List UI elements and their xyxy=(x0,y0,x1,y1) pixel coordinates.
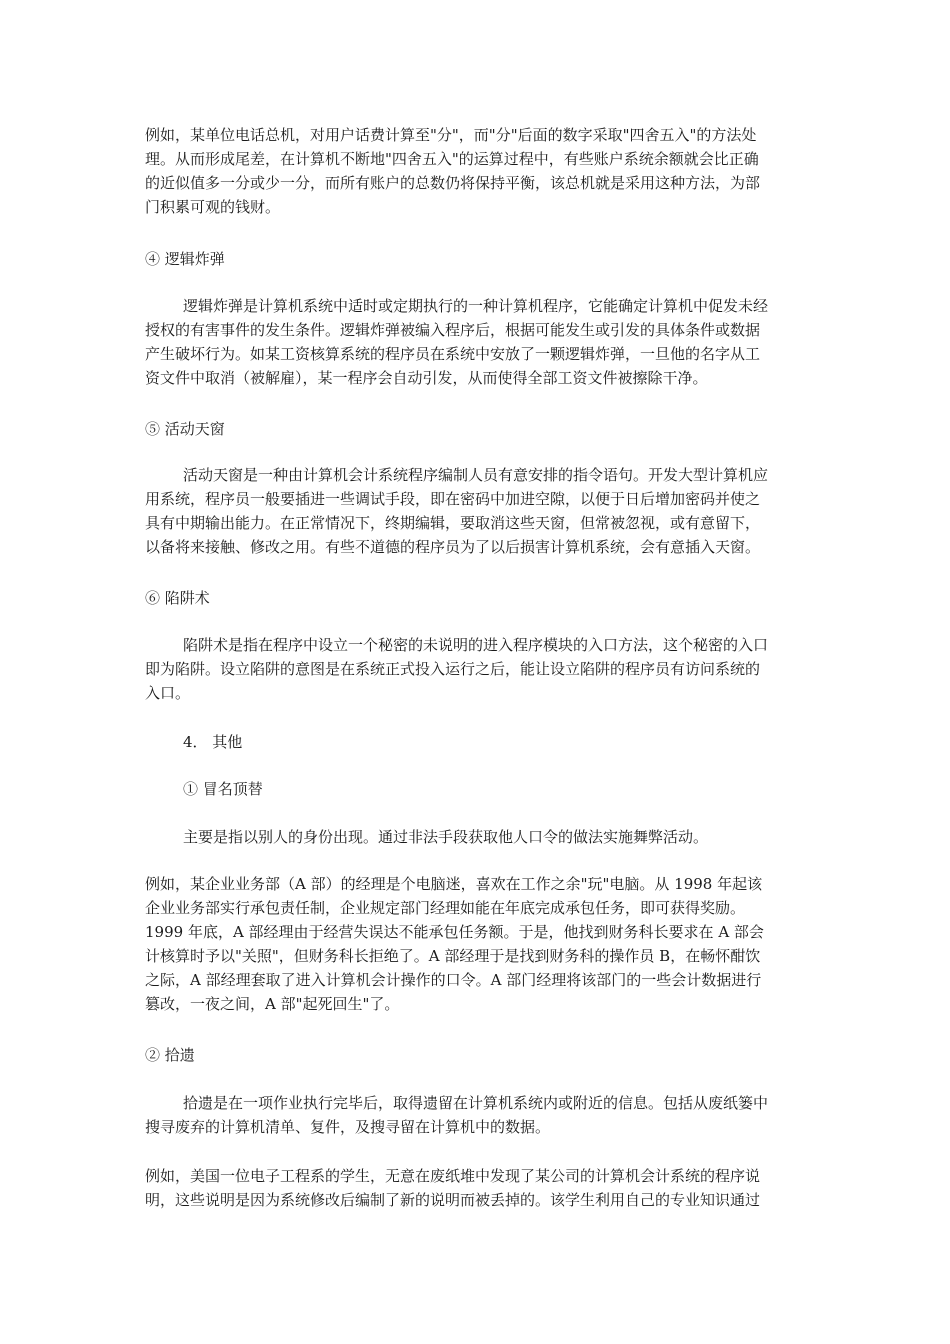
paragraph-phone-example xyxy=(145,123,810,219)
heading-trap xyxy=(145,586,810,610)
text-line: 篡改，一夜之间，A 部"起死回生"了。 xyxy=(145,995,400,1013)
heading-scavenging xyxy=(145,1043,810,1067)
text-line: 1999 年底，A 部经理由于经营失误达不能承包任务额。于是，他找到财务科长要求在 A 部会 xyxy=(145,923,764,941)
text-line: 具有中期输出能力。在正常情况下，终期编辑，要取消这些天窗，但常被忽视，或有意留下， xyxy=(145,514,761,532)
paragraph-logic-bomb xyxy=(145,294,810,390)
text-line: 逻辑炸弹是计算机系统中适时或定期执行的一种计算机程序，它能确定计算机中促发未经 xyxy=(183,297,769,315)
paragraph-impersonation-example xyxy=(145,872,810,1016)
text-line: 理。从而形成尾差，在计算机不断地"四舍五入"的运算过程中，有些账户系统余额就会比正确 xyxy=(145,150,759,168)
heading-text: 4． 其他 xyxy=(183,733,243,751)
paragraph-impersonation xyxy=(145,825,810,849)
text-line: 用系统，程序员一般要插进一些调试手段，即在密码中加进空隙，以便于日后增加密码并使之 xyxy=(145,490,761,508)
text-line: 门积累可观的钱财。 xyxy=(145,198,281,216)
paragraph-scavenging xyxy=(145,1091,810,1139)
heading-text: ⑤ 活动天窗 xyxy=(145,420,225,438)
text-line: 产生破坏行为。如某工资核算系统的程序员在系统中安放了一颗逻辑炸弹，一旦他的名字从工 xyxy=(145,345,761,363)
heading-text: ② 拾遗 xyxy=(145,1046,195,1064)
text-line: 之际，A 部经理套取了进入计算机会计操作的口令。A 部门经理将该部门的一些会计数据进行 xyxy=(145,971,762,989)
paragraph-scavenging-example xyxy=(145,1164,810,1212)
text-line: 以备将来接触、修改之用。有些不道德的程序员为了以后损害计算机系统，会有意插入天窗。 xyxy=(145,538,761,556)
text-line: 入口。 xyxy=(145,684,191,702)
heading-impersonation xyxy=(145,777,810,801)
heading-text: ① 冒名顶替 xyxy=(183,780,263,798)
text-line: 明，这些说明是因为系统修改后编制了新的说明而被丢掉的。该学生利用自己的专业知识通过 xyxy=(145,1191,761,1209)
text-line: 授权的有害事件的发生条件。逻辑炸弹被编入程序后，根据可能发生或引发的具体条件或数据 xyxy=(145,321,761,339)
text-line: 的近似值多一分或少一分，而所有账户的总数仍将保持平衡，该总机就是采用这种方法，为部 xyxy=(145,174,761,192)
text-line: 计核算时予以"关照"，但财务科长拒绝了。A 部经理于是找到财务科的操作员 B，在畅怀酣饮 xyxy=(145,947,761,965)
heading-logic-bomb xyxy=(145,247,810,271)
text-line: 拾遗是在一项作业执行完毕后，取得遗留在计算机系统内或附近的信息。包括从废纸篓中 xyxy=(183,1094,769,1112)
text-line: 主要是指以别人的身份出现。通过非法手段获取他人口令的做法实施舞弊活动。 xyxy=(183,828,709,846)
text-line: 搜寻废弃的计算机清单、复件，及搜寻留在计算机中的数据。 xyxy=(145,1118,551,1136)
text-line: 陷阱术是指在程序中设立一个秘密的未说明的进入程序模块的入口方法，这个秘密的入口 xyxy=(183,636,769,654)
text-line: 即为陷阱。设立陷阱的意图是在系统正式投入运行之后，能让设立陷阱的程序员有访问系统的 xyxy=(145,660,761,678)
text-line: 例如，某企业业务部（A 部）的经理是个电脑迷，喜欢在工作之余"玩"电脑。从 1998 年起该 xyxy=(145,875,763,893)
text-line: 活动天窗是一种由计算机会计系统程序编制人员有意安排的指令语句。开发大型计算机应 xyxy=(183,466,769,484)
heading-text: ⑥ 陷阱术 xyxy=(145,589,210,607)
text-line: 企业业务部实行承包责任制，企业规定部门经理如能在年底完成承包任务，即可获得奖励。 xyxy=(145,899,746,917)
text-line: 例如，某单位电话总机，对用户话费计算至"分"，而"分"后面的数字采取"四舍五入"的方法处 xyxy=(145,126,757,144)
text-line: 资文件中取消（被解雇），某一程序会自动引发，从而使得全部工资文件被擦除干净。 xyxy=(145,369,708,387)
heading-text: ④ 逻辑炸弹 xyxy=(145,250,225,268)
heading-other xyxy=(145,730,810,754)
heading-trapdoor-window xyxy=(145,417,810,441)
paragraph-trapdoor-window xyxy=(145,463,810,559)
paragraph-trap xyxy=(145,633,810,705)
text-line: 例如，美国一位电子工程系的学生，无意在废纸堆中发现了某公司的计算机会计系统的程序说 xyxy=(145,1167,761,1185)
